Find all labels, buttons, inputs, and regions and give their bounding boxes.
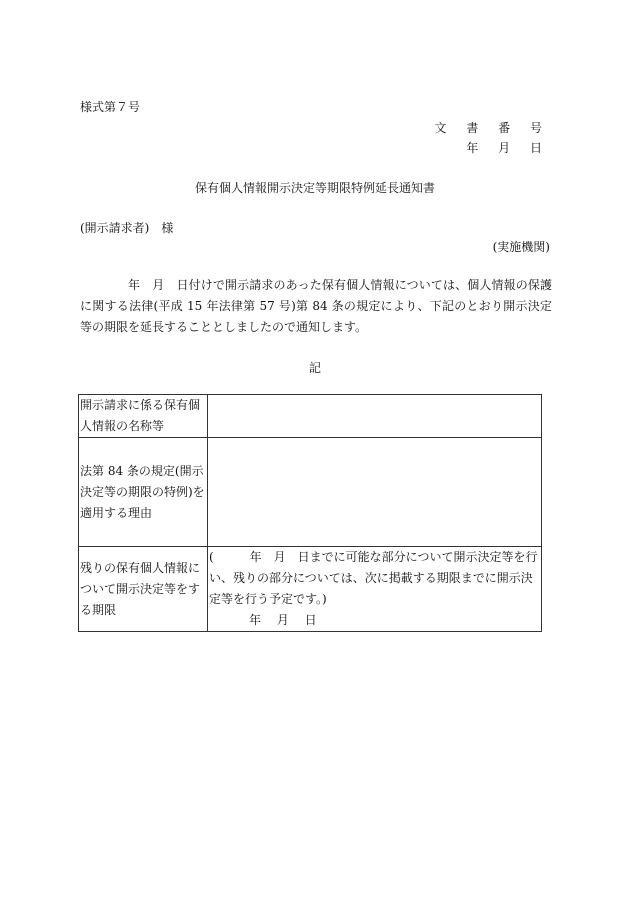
row-value-deadline bbox=[208, 547, 542, 632]
row-value-reason bbox=[208, 438, 542, 547]
notice-body: 年 月 日付けで開示請求のあった保有個人情報については、個人情報の保護に関する法律(平成 15 年法律第 57 号)第 84 条の規定により、下記のとおり開示決定等の期限を延長することとしましたので通知します。 bbox=[80, 278, 552, 334]
table-row bbox=[79, 395, 542, 438]
document-number: 文 書 番 号 bbox=[434, 121, 550, 135]
row-label-reason: 法第 84 条の規定(開示決定等の期限の特例)を適用する理由 bbox=[79, 438, 208, 547]
ki-heading: 記 bbox=[308, 361, 321, 375]
table-row bbox=[79, 547, 542, 632]
deadline-date: 年 月 日 bbox=[249, 613, 323, 627]
row-value-info-name bbox=[208, 395, 542, 438]
recipient: (開示請求者) 様 bbox=[80, 221, 174, 235]
implementing-agency: (実施機関) bbox=[492, 240, 550, 254]
row-label-deadline: 残りの保有個人情報について開示決定等をする期限 bbox=[79, 547, 208, 632]
form-number: 様式第７号 bbox=[80, 100, 141, 114]
row-label-info-name: 開示請求に係る保有個人情報の名称等 bbox=[79, 395, 208, 438]
table-row bbox=[79, 438, 542, 547]
info-table bbox=[78, 394, 542, 632]
deadline-text: ( 年 月 日までに可能な部分について開示決定等を行い、残りの部分については、次に掲載する期限までに開示決定等を行う予定です。) bbox=[209, 550, 538, 606]
document-title: 保有個人情報開示決定等期限特例延長通知書 bbox=[194, 181, 435, 195]
document-date: 年 月 日 bbox=[466, 141, 550, 155]
